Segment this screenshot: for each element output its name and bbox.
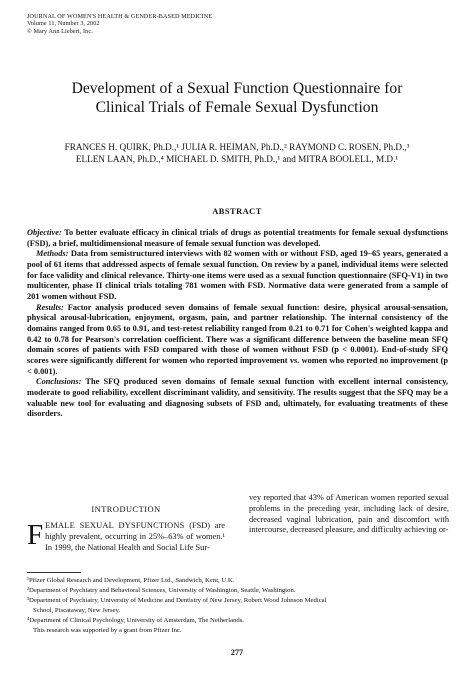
author-list <box>20 141 454 165</box>
intro-smallcaps: EMALE SEXUAL DYSFUNCTIONS <box>45 521 185 530</box>
journal-copyright: © Mary Ann Liebert, Inc. <box>27 27 93 35</box>
footnotes <box>27 576 449 635</box>
results-label: Results: <box>36 302 64 312</box>
intro-right-column <box>249 493 449 536</box>
introduction-heading: INTRODUCTION <box>91 505 161 514</box>
intro-left-text: (FSD) are highly prevalent, occurring in 25%–63% of women.¹ In 1999, the National Health and Social Life Sur- <box>45 521 225 552</box>
objective-label: Objective: <box>27 228 62 237</box>
footnote-1: ¹Pfizer Global Research and Development, Pfizer Ltd., Sandwich, Kent, U.K. <box>27 577 235 584</box>
article-title <box>20 79 454 117</box>
funding-note: This research was supported by a grant from Pfizer Inc. <box>33 626 182 634</box>
intro-left-column <box>27 521 225 553</box>
methods-text: Data from semistructured interviews with 82 women with or without FSD, aged 19–65 years, generated a pool of 61 items that addressed aspects of female sexual function. On review by a panel, individual items were selected for face validity and clinical relevance. Thirty-one items were used as a sexual function questionnaire (SFQ-V1) in two multicenter, phase II clinical trials totaling 781 women with FSD. Normative data were generated from a sample of 201 women without FSD. <box>27 249 448 301</box>
journal-volume: Volume 11, Number 3, 2002 <box>27 20 100 28</box>
footnote-3: ³Department of Psychiatry, University of Medicine and Dentistry of New Jersey, Robert Wood Johnson Medical <box>27 596 327 604</box>
footnote-2: ²Department of Psychiatry and Behavioral Sciences, University of Washington, Seattle, Washington. <box>27 586 296 594</box>
footnote-divider <box>27 572 81 573</box>
abstract-conclusions <box>27 377 448 420</box>
abstract-results <box>27 303 448 378</box>
conclusions-label: Conclusions: <box>36 377 82 387</box>
abstract-methods <box>27 249 448 302</box>
page-number: 277 <box>230 648 244 657</box>
intro-right-text: vey reported that 43% of American women reported sexual problems in the preceding year, including lack of desire, decreased vaginal lubrication, pain and discomfort with intercourse, decreased pleasure, and difficulty achieving or- <box>249 493 449 535</box>
objective-text: To better evaluate efficacy in clinical trials of drugs as potential treatments for female sexual dysfunctions (FSD), a brief, multidimensional measure of female sexual function was developed. <box>27 228 448 248</box>
authors-line-2: ELLEN LAAN, Ph.D.,⁴ MICHAEL D. SMITH, Ph.D.,¹ and MITRA BOOLELL, M.D.¹ <box>75 154 399 164</box>
drop-cap: F <box>27 519 44 551</box>
title-line-2: Clinical Trials of Female Sexual Dysfunction <box>95 99 379 116</box>
results-text: Factor analysis produced seven domains of female sexual function: desire, physical arousal-sensation, physical arousal-lubrication, enjoyment, orgasm, pain, and partner relationship. The internal consistency of the domains ranged from 0.65 to 0.91, and test-retest reliability ranged from 0.21 to 0.71 for Cohen's weighted kappa and 0.42 to 0.78 for Pearson's correlation coefficient. There was a significant difference between the baseline mean SFQ domain scores of patients with FSD compared with those of women without FSD (p < 0.0001). End-of-study SFQ scores were significantly different for women who reported improvement vs. women who reported no improvement (p < 0.001). <box>27 302 448 376</box>
conclusions-text: The SFQ produced seven domains of female sexual function with excellent internal consistency, moderate to good reliability, excellent discriminant validity, and sensitivity. The results suggest that the SFQ may be a valuable new tool for evaluating and diagnosing subsets of FSD and, ultimately, for evaluating treatments of these disorders. <box>27 377 448 419</box>
footnote-3-continued: School, Piscataway, New Jersey. <box>33 606 121 614</box>
abstract-objective <box>27 228 448 249</box>
methods-label: Methods: <box>36 249 69 259</box>
journal-name: JOURNAL OF WOMEN'S HEALTH & GENDER-BASED MEDICINE <box>27 13 213 20</box>
abstract-heading: ABSTRACT <box>212 207 262 216</box>
abstract-body <box>27 228 448 420</box>
authors-line-1: FRANCES H. QUIRK, Ph.D.,¹ JULIA R. HEIMAN, Ph.D.,² RAYMOND C. ROSEN, Ph.D.,³ <box>64 142 410 152</box>
title-line-1: Development of a Sexual Function Questionnaire for <box>71 80 403 97</box>
journal-header <box>27 13 212 35</box>
footnote-4: ⁴Department of Clinical Psychology, University of Amsterdam, The Netherlands. <box>27 616 245 624</box>
